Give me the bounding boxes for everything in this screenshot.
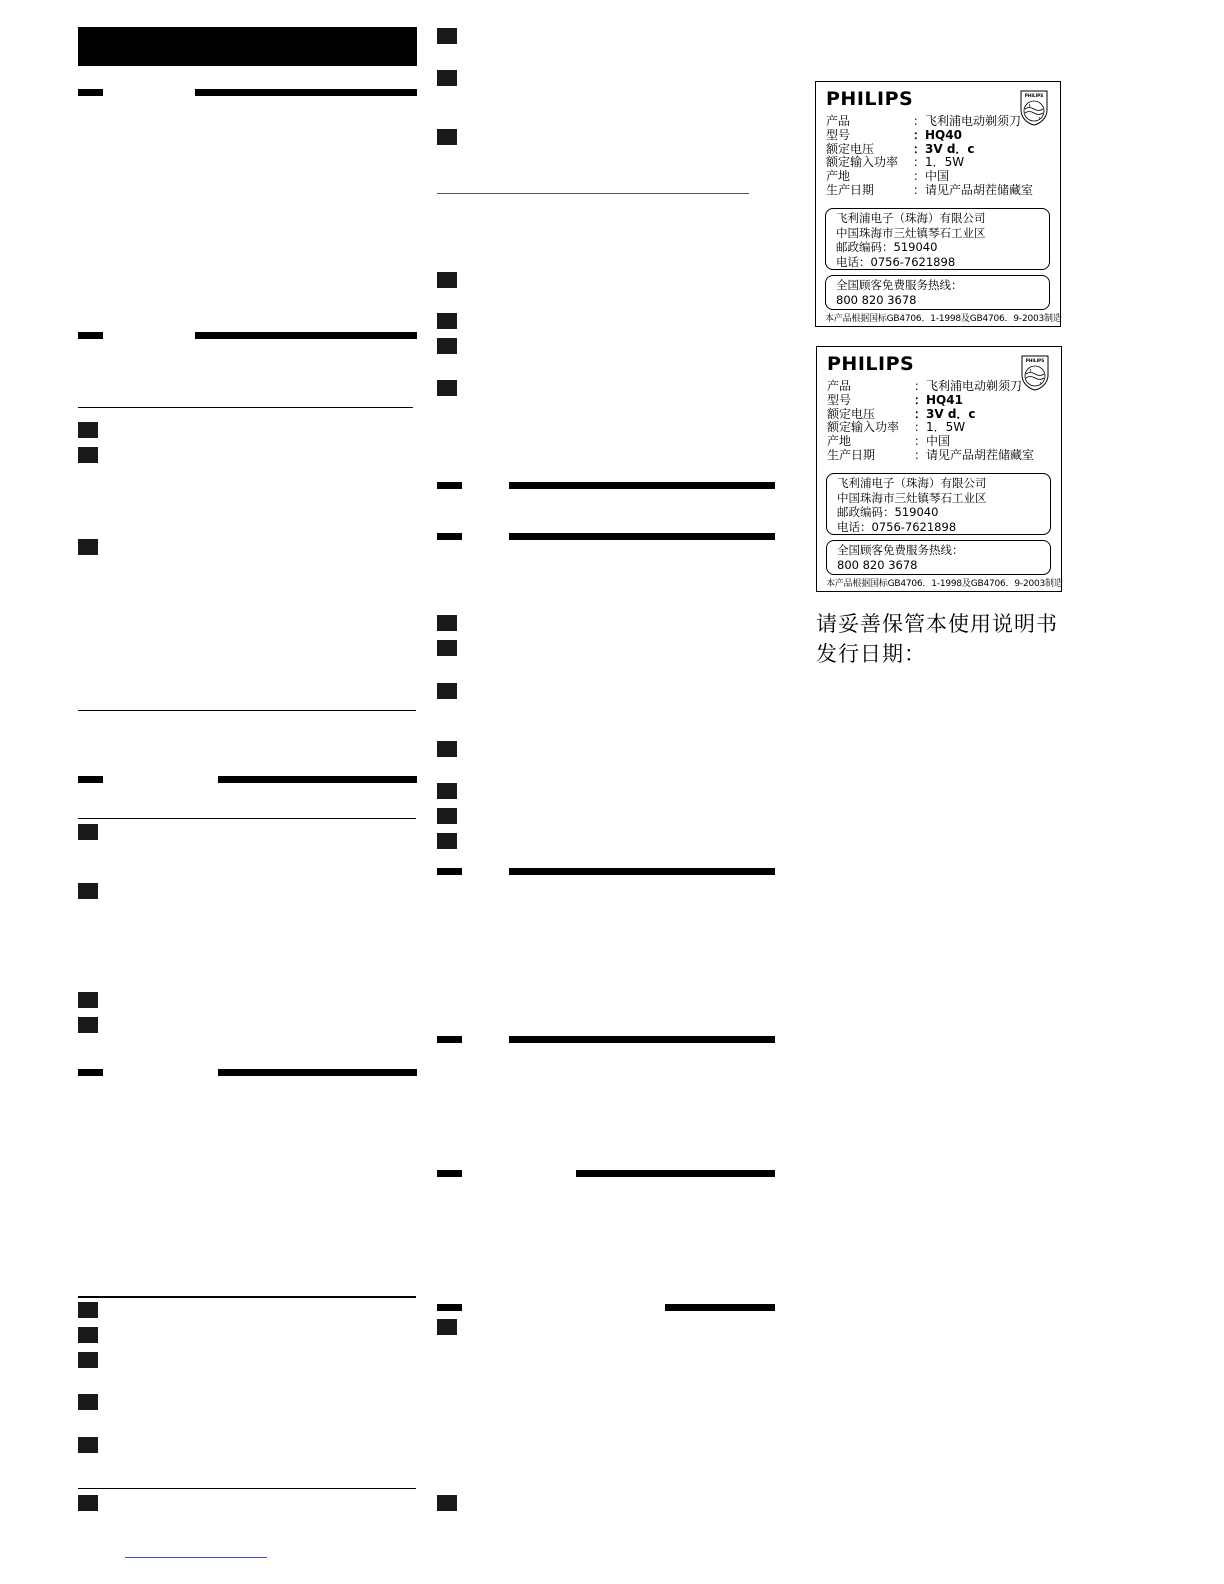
spec-row: 额定输入功率 ：1．5W: [827, 420, 966, 435]
step-box: [78, 1327, 98, 1343]
step-box: [437, 1495, 457, 1511]
section-marker: [78, 1069, 103, 1076]
section-rule: [218, 1069, 417, 1076]
standard-note: 本产品根据国标GB4706．1-1998及GB4706．9-2003制造: [825, 314, 1062, 324]
step-box: [437, 783, 457, 799]
section-rule: [576, 1170, 775, 1177]
step-box: [437, 338, 457, 354]
keep-manual-note: 请妥善保管本使用说明书: [816, 612, 1058, 636]
spec-row: 产品 ：飞利浦电动剃须刀: [826, 114, 1022, 128]
step-box: [78, 422, 98, 438]
section-marker: [437, 482, 462, 489]
standard-note: 本产品根据国标GB4706．1-1998及GB4706．9-2003制造: [826, 579, 1063, 589]
step-box: [437, 70, 457, 86]
divider: [78, 407, 413, 408]
step-box: [78, 992, 98, 1008]
section-rule: [218, 776, 417, 783]
step-box: [437, 129, 457, 145]
step-box: [78, 824, 98, 840]
step-box: [78, 1352, 98, 1368]
section-marker: [437, 1036, 462, 1043]
spec-row: 额定输入功率 ：1．5W: [826, 155, 965, 170]
step-box: [78, 447, 98, 463]
section-rule: [195, 89, 417, 96]
section-marker: [78, 776, 103, 783]
step-box: [78, 883, 98, 899]
spec-row: 额定电压 ：3V d．c: [827, 406, 976, 421]
section-marker: [78, 332, 103, 339]
section-rule: [509, 482, 775, 489]
issue-date-note: 发行日期：: [816, 642, 926, 666]
spec-row: 生产日期 ：请见产品胡茬储藏室: [827, 447, 1035, 462]
step-box: [78, 1495, 98, 1511]
spec-list: [826, 115, 1033, 198]
divider: [78, 1296, 416, 1298]
svg-text:PHILIPS: PHILIPS: [1024, 93, 1044, 98]
step-box: [437, 808, 457, 824]
section-rule: [195, 332, 417, 339]
section-marker: [437, 533, 462, 540]
spec-row: 型号 ：HQ41: [827, 392, 963, 407]
step-box: [437, 615, 457, 631]
svg-text:PHILIPS: PHILIPS: [1025, 358, 1045, 363]
step-box: [78, 1394, 98, 1410]
spec-row: 生产日期 ：请见产品胡茬储藏室: [826, 182, 1034, 197]
section-rule: [509, 533, 775, 540]
spec-row: 型号 ：HQ40: [826, 127, 962, 142]
step-box: [78, 1437, 98, 1453]
company-box: 飞利浦电子（珠海）有限公司 中国珠海市三灶镇琴石工业区 邮政编码：519040 电话：0756-7621898: [826, 473, 1051, 535]
hotline-box: 全国顾客免费服务热线： 800 820 3678: [825, 275, 1050, 310]
spec-row: 产地 ：中国: [827, 434, 951, 449]
step-box: [437, 741, 457, 757]
section-rule: [509, 868, 775, 875]
step-box: [437, 640, 457, 656]
step-box: [437, 683, 457, 699]
step-box: [78, 1017, 98, 1033]
section-marker: [78, 89, 103, 96]
divider: [78, 818, 416, 819]
section-marker: [437, 1170, 462, 1177]
rating-label-hq41: [816, 346, 1062, 592]
link-underline: [125, 1557, 267, 1558]
hotline-box: 全国顾客免费服务热线： 800 820 3678: [826, 540, 1051, 575]
spec-row: 产品 ：飞利浦电动剃须刀: [827, 379, 1023, 393]
spec-list: [827, 380, 1034, 463]
section-rule: [665, 1304, 775, 1311]
title-bar: [78, 27, 417, 66]
spec-row: 额定电压 ：3V d．c: [826, 141, 975, 156]
step-box: [437, 380, 457, 396]
step-box: [437, 1319, 457, 1335]
brand-logo: PHILIPS: [826, 88, 914, 110]
brand-logo: PHILIPS: [827, 353, 915, 375]
spec-row: 产地 ：中国: [826, 169, 950, 184]
divider: [437, 193, 749, 194]
step-box: [78, 539, 98, 555]
rating-label-hq40: [815, 81, 1061, 327]
divider: [78, 1488, 416, 1489]
step-box: [78, 1302, 98, 1318]
step-box: [437, 313, 457, 329]
section-marker: [437, 868, 462, 875]
step-box: [437, 272, 457, 288]
section-rule: [509, 1036, 775, 1043]
step-box: [437, 28, 457, 44]
section-marker: [437, 1304, 462, 1311]
step-box: [437, 833, 457, 849]
divider: [78, 710, 416, 711]
company-box: 飞利浦电子（珠海）有限公司 中国珠海市三灶镇琴石工业区 邮政编码：519040 电话：0756-7621898: [825, 208, 1050, 270]
